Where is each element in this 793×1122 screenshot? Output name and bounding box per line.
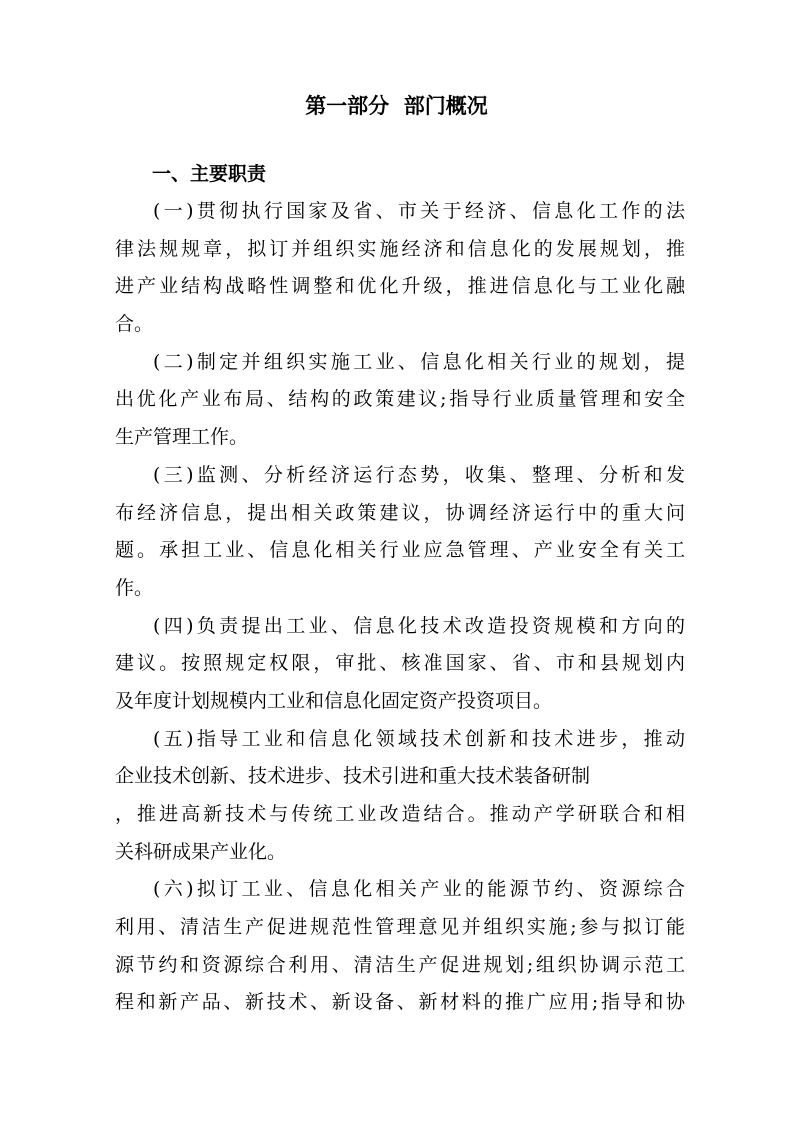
paragraph-4-line-2: 建议。按照规定权限，审批、核准国家、省、市和县规划内 [115, 652, 685, 675]
paragraph-4-line-3: 及年度计划规模内工业和信息化固定资产投资项目。 [115, 689, 553, 712]
paragraph-6-line-2: 利用、清洁生产促进规范性管理意见并组织实施;参与拟订能 [115, 916, 685, 939]
paragraph-4-line-1: (四)负责提出工业、信息化技术改造投资规模和方向的 [153, 614, 685, 637]
paragraph-6-line-1: (六)拟订工业、信息化相关产业的能源节约、资源综合 [153, 878, 685, 901]
paragraph-1-line-3: 进产业结构战略性调整和优化升级，推进信息化与工业化融 [115, 275, 685, 298]
page-title: 第一部分 部门概况 [305, 94, 488, 118]
paragraph-5-line-3: ，推进高新技术与传统工业改造结合。推动产学研联合和相 [115, 803, 685, 825]
paragraph-2-line-2: 出优化产业布局、结构的政策建议;指导行业质量管理和安全 [115, 388, 685, 411]
paragraph-3-line-1: (三)监测、分析经济运行态势，收集、整理、分析和发 [153, 463, 685, 486]
paragraph-2-line-1: (二)制定并组织实施工业、信息化相关行业的规划，提 [153, 350, 685, 373]
paragraph-3-line-4: 作。 [115, 576, 154, 599]
paragraph-5-line-2: 企业技术创新、技术进步、技术引进和重大技术装备研制 [115, 765, 591, 788]
section-heading: 一、主要职责 [152, 163, 267, 185]
paragraph-3-line-3: 题。承担工业、信息化相关行业应急管理、产业安全有关工 [115, 539, 685, 562]
paragraph-1-line-2: 律法规规章，拟订并组织实施经济和信息化的发展规划，推 [115, 237, 685, 260]
paragraph-1-line-1: (一)贯彻执行国家及省、市关于经济、信息化工作的法 [153, 200, 685, 222]
body-text [115, 193, 685, 1022]
paragraph-2-line-3: 生产管理工作。 [115, 426, 249, 449]
paragraph-1-line-4: 合。 [115, 313, 154, 336]
paragraph-3-line-2: 布经济信息，提出相关政策建议，协调经济运行中的重大问 [115, 501, 685, 524]
paragraph-6-line-4: 程和新产品、新技术、新设备、新材料的推广应用;指导和协 [115, 991, 685, 1014]
paragraph-6-line-3: 源节约和资源综合利用、清洁生产促进规划;组织协调示范工 [115, 953, 685, 976]
paragraph-5-line-4: 关科研成果产业化。 [115, 840, 287, 863]
paragraph-5-line-1: (五)指导工业和信息化领域技术创新和技术进步，推动 [153, 727, 685, 750]
